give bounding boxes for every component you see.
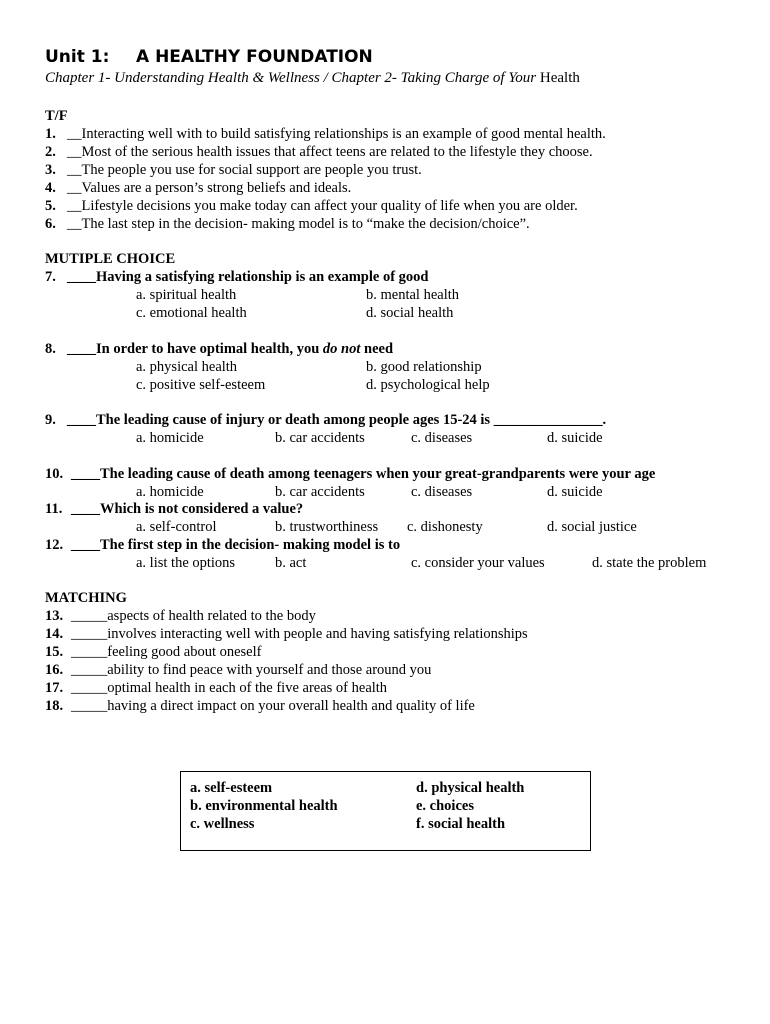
tf-item: 1. __Interacting well with to build satisfying relationships is an example of good mental health. xyxy=(45,126,606,142)
subtitle-italic: Chapter 1- Understanding Health & Wellness / Chapter 2- Taking Charge of Your xyxy=(45,70,537,86)
option-8c: c. positive self-esteem xyxy=(136,377,266,393)
tf-item: 6. __The last step in the decision- making model is to “make the decision/choice”. xyxy=(45,216,530,232)
choice-e: e. choices xyxy=(416,798,474,814)
question-9: 9. ____The leading cause of injury or death among people ages 15-24 is _______________. xyxy=(45,412,607,428)
matching-item: 15. _____feeling good about oneself xyxy=(45,644,262,660)
page-subtitle xyxy=(45,69,580,87)
question-10: 10. ____The leading cause of death among teenagers when your great-grandparents were your age xyxy=(45,466,656,482)
choice-b: b. environmental health xyxy=(190,798,338,814)
option-11d: d. social justice xyxy=(547,519,637,535)
option-7b: b. mental health xyxy=(366,287,460,303)
subtitle-plain: Health xyxy=(536,70,580,86)
option-10a: a. homicide xyxy=(136,484,204,500)
option-12d: d. state the problem xyxy=(592,555,707,571)
tf-item: 5. __Lifestyle decisions you make today can affect your quality of life when you are older. xyxy=(45,198,578,214)
matching-item: 13. _____aspects of health related to the body xyxy=(45,608,316,624)
option-10d: d. suicide xyxy=(547,484,603,500)
option-11a: a. self-control xyxy=(136,519,217,535)
tf-item-text: __Most of the serious health issues that affect teens are related to the lifestyle they choose. xyxy=(67,144,593,160)
question-8: 8. ____In order to have optimal health, you do not need xyxy=(45,341,394,357)
option-12a: a. list the options xyxy=(136,555,236,571)
question-12: 12. ____The first step in the decision- making model is to xyxy=(45,537,401,553)
choice-d: d. physical health xyxy=(416,780,525,796)
option-9d: d. suicide xyxy=(547,430,603,446)
option-10b: b. car accidents xyxy=(275,484,365,500)
tf-item-text: __Lifestyle decisions you make today can affect your quality of life when you are older. xyxy=(67,198,578,214)
option-9a: a. homicide xyxy=(136,430,204,446)
tf-item-text: __The people you use for social support are people you trust. xyxy=(67,162,422,178)
tf-item: 4. __Values are a person’s strong beliefs and ideals. xyxy=(45,180,352,196)
matching-item: 18. _____having a direct impact on your overall health and quality of life xyxy=(45,698,475,714)
page-title: A HEALTHY FOUNDATION xyxy=(136,47,373,67)
choice-f: f. social health xyxy=(416,816,506,832)
matching-item: 14. _____involves interacting well with people and having satisfying relationships xyxy=(45,626,528,642)
tf-heading: T/F xyxy=(45,108,68,124)
matching-heading: MATCHING xyxy=(45,590,127,606)
tf-item-text: __Values are a person’s strong beliefs and ideals. xyxy=(67,180,352,196)
option-11c: c. dishonesty xyxy=(407,519,483,535)
unit-label: Unit 1: xyxy=(45,47,110,67)
option-9c: c. diseases xyxy=(411,430,473,446)
tf-item: 2. __Most of the serious health issues that affect teens are related to the lifestyle they choose. xyxy=(45,144,593,160)
option-7d: d. social health xyxy=(366,305,454,321)
matching-item: 16. _____ability to find peace with yourself and those around you xyxy=(45,662,432,678)
option-8b: b. good relationship xyxy=(366,359,482,375)
option-12c: c. consider your values xyxy=(411,555,545,571)
question-11: 11. ____Which is not considered a value? xyxy=(45,501,304,517)
option-7c: c. emotional health xyxy=(136,305,247,321)
tf-item-text: __The last step in the decision- making model is to “make the decision/choice”. xyxy=(67,216,530,232)
option-10c: c. diseases xyxy=(411,484,473,500)
choice-c: c. wellness xyxy=(190,816,255,832)
tf-item-text: __Interacting well with to build satisfying relationships is an example of good mental health. xyxy=(67,126,606,142)
option-12b: b. act xyxy=(275,555,307,571)
question-7: 7. ____Having a satisfying relationship is an example of good xyxy=(45,269,429,285)
option-7a: a. spiritual health xyxy=(136,287,237,303)
option-8d: d. psychological help xyxy=(366,377,490,393)
mc-heading: MUTIPLE CHOICE xyxy=(45,251,176,267)
option-8a: a. physical health xyxy=(136,359,238,375)
choice-a: a. self-esteem xyxy=(190,780,273,796)
tf-item: 3. __The people you use for social support are people you trust. xyxy=(45,162,422,178)
option-11b: b. trustworthiness xyxy=(275,519,379,535)
option-9b: b. car accidents xyxy=(275,430,365,446)
matching-item: 17. _____optimal health in each of the five areas of health xyxy=(45,680,388,696)
